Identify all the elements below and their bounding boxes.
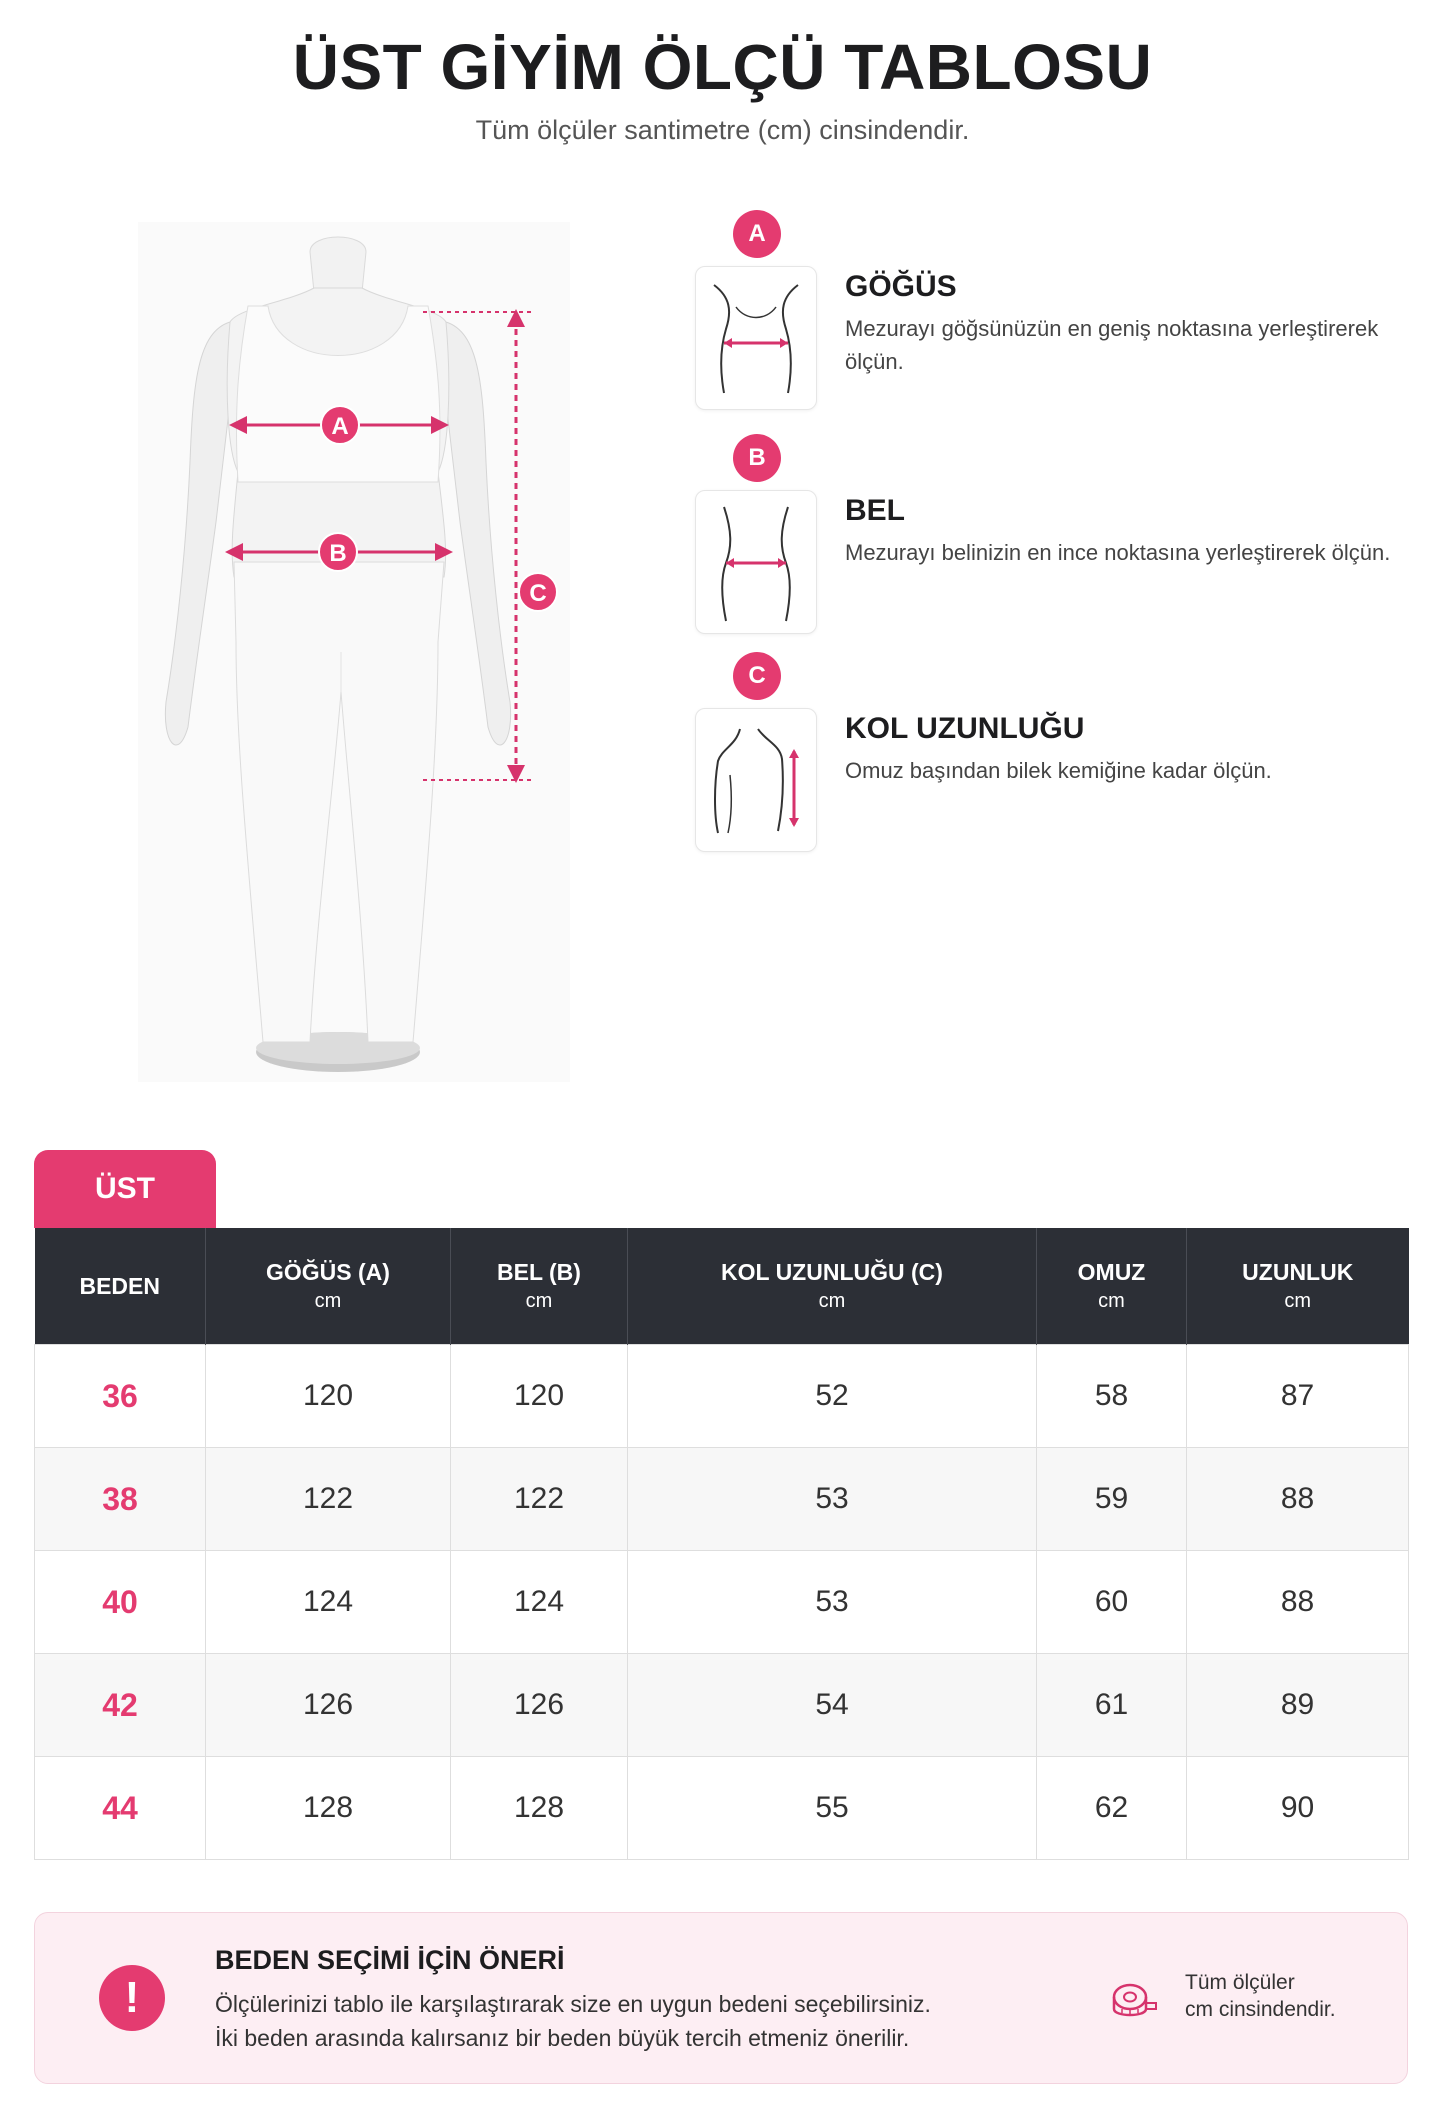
figure-label-c: C xyxy=(529,580,547,607)
note-line-2: İki beden arasında kalırsanız bir beden büyük tercih etmeniz önerilir. xyxy=(215,2025,910,2051)
header-unit: cm xyxy=(314,1290,342,1312)
sleeve-title: KOL UZUNLUĞU xyxy=(845,712,1085,745)
size-cell: 44 xyxy=(35,1757,206,1860)
header-shoulder xyxy=(1037,1228,1187,1345)
header-label: KOL UZUNLUĞU (C) xyxy=(721,1259,943,1285)
table-cell: 61 xyxy=(1037,1654,1187,1757)
table-row xyxy=(35,1345,1409,1448)
table-cell: 88 xyxy=(1187,1448,1409,1551)
table-cell: 122 xyxy=(451,1448,628,1551)
figure-label-a: A xyxy=(331,413,349,440)
table-cell: 128 xyxy=(206,1757,451,1860)
header-label: UZUNLUK xyxy=(1242,1259,1354,1285)
header-sleeve xyxy=(628,1228,1037,1345)
note-title: BEDEN SEÇİMİ İÇİN ÖNERİ xyxy=(215,1945,565,1975)
table-cell: 90 xyxy=(1187,1757,1409,1860)
size-cell: 36 xyxy=(35,1345,206,1448)
units-note xyxy=(1185,1969,1336,2023)
page-subtitle: Tüm ölçüler santimetre (cm) cinsindendir. xyxy=(475,115,970,145)
size-cell: 42 xyxy=(35,1654,206,1757)
size-table xyxy=(34,1228,1409,1860)
table-cell: 88 xyxy=(1187,1551,1409,1654)
waist-description: Mezurayı belinizin en ince noktasına yerleştirerek ölçün. xyxy=(845,540,1391,565)
header-unit: cm xyxy=(1098,1290,1125,1312)
header-unit: cm xyxy=(818,1290,846,1312)
table-cell: 124 xyxy=(451,1551,628,1654)
header-label: BEDEN xyxy=(79,1272,160,1299)
header-unit: cm xyxy=(1284,1290,1312,1312)
header-label: GÖĞÜS (A) xyxy=(266,1259,390,1285)
table-cell: 122 xyxy=(206,1448,451,1551)
measuring-tape-icon xyxy=(1110,1979,1160,2023)
header-size xyxy=(35,1228,206,1345)
badge-a: A xyxy=(733,210,781,258)
measurement-chest xyxy=(695,210,1395,410)
size-cell: 38 xyxy=(35,1448,206,1551)
chest-description: Mezurayı göğsünüzün en geniş noktasına yerleştirerek ölçün. xyxy=(845,316,1379,374)
header-length xyxy=(1187,1228,1409,1345)
table-cell: 124 xyxy=(206,1551,451,1654)
table-cell: 120 xyxy=(451,1345,628,1448)
table-header-row xyxy=(35,1228,1409,1345)
note-line-1: Ölçülerinizi tablo ile karşılaştırarak size en uygun bedeni seçebilirsiniz. xyxy=(215,1991,931,2017)
header-label: BEL (B) xyxy=(497,1259,581,1285)
chest-title: GÖĞÜS xyxy=(845,270,957,303)
table-cell: 59 xyxy=(1037,1448,1187,1551)
sleeve-measure-icon xyxy=(695,708,817,852)
waist-measure-icon xyxy=(695,490,817,634)
chest-measure-icon xyxy=(695,266,817,410)
badge-b: B xyxy=(733,434,781,482)
size-recommendation-note xyxy=(34,1912,1408,2084)
table-cell: 126 xyxy=(206,1654,451,1757)
page-title: ÜST GİYİM ÖLÇÜ TABLOSU xyxy=(292,31,1153,103)
table-row xyxy=(35,1757,1409,1860)
table-row xyxy=(35,1551,1409,1654)
sleeve-description: Omuz başından bilek kemiğine kadar ölçün. xyxy=(845,758,1272,783)
measurement-sleeve xyxy=(695,652,1395,852)
table-cell: 53 xyxy=(628,1448,1037,1551)
size-cell: 40 xyxy=(35,1551,206,1654)
figure-label-b: B xyxy=(329,540,347,567)
table-cell: 52 xyxy=(628,1345,1037,1448)
exclamation-icon: ! xyxy=(99,1965,165,2031)
table-cell: 128 xyxy=(451,1757,628,1860)
tab-ust[interactable]: ÜST xyxy=(34,1150,216,1228)
table-cell: 58 xyxy=(1037,1345,1187,1448)
table-cell: 60 xyxy=(1037,1551,1187,1654)
table-cell: 126 xyxy=(451,1654,628,1757)
header-chest xyxy=(206,1228,451,1345)
table-cell: 120 xyxy=(206,1345,451,1448)
units-note-line-2: cm cinsindendir. xyxy=(1185,1998,1336,2021)
header-label: OMUZ xyxy=(1077,1259,1146,1285)
mannequin-figure xyxy=(138,222,570,1082)
header-waist xyxy=(451,1228,628,1345)
table-row xyxy=(35,1448,1409,1551)
table-cell: 89 xyxy=(1187,1654,1409,1757)
table-cell: 87 xyxy=(1187,1345,1409,1448)
units-note-line-1: Tüm ölçüler xyxy=(1185,1971,1295,1994)
header-unit: cm xyxy=(525,1290,553,1312)
waist-title: BEL xyxy=(845,494,905,527)
table-cell: 55 xyxy=(628,1757,1037,1860)
measurement-waist xyxy=(695,434,1395,634)
badge-c: C xyxy=(733,652,781,700)
table-cell: 62 xyxy=(1037,1757,1187,1860)
table-cell: 54 xyxy=(628,1654,1037,1757)
table-cell: 53 xyxy=(628,1551,1037,1654)
table-row xyxy=(35,1654,1409,1757)
